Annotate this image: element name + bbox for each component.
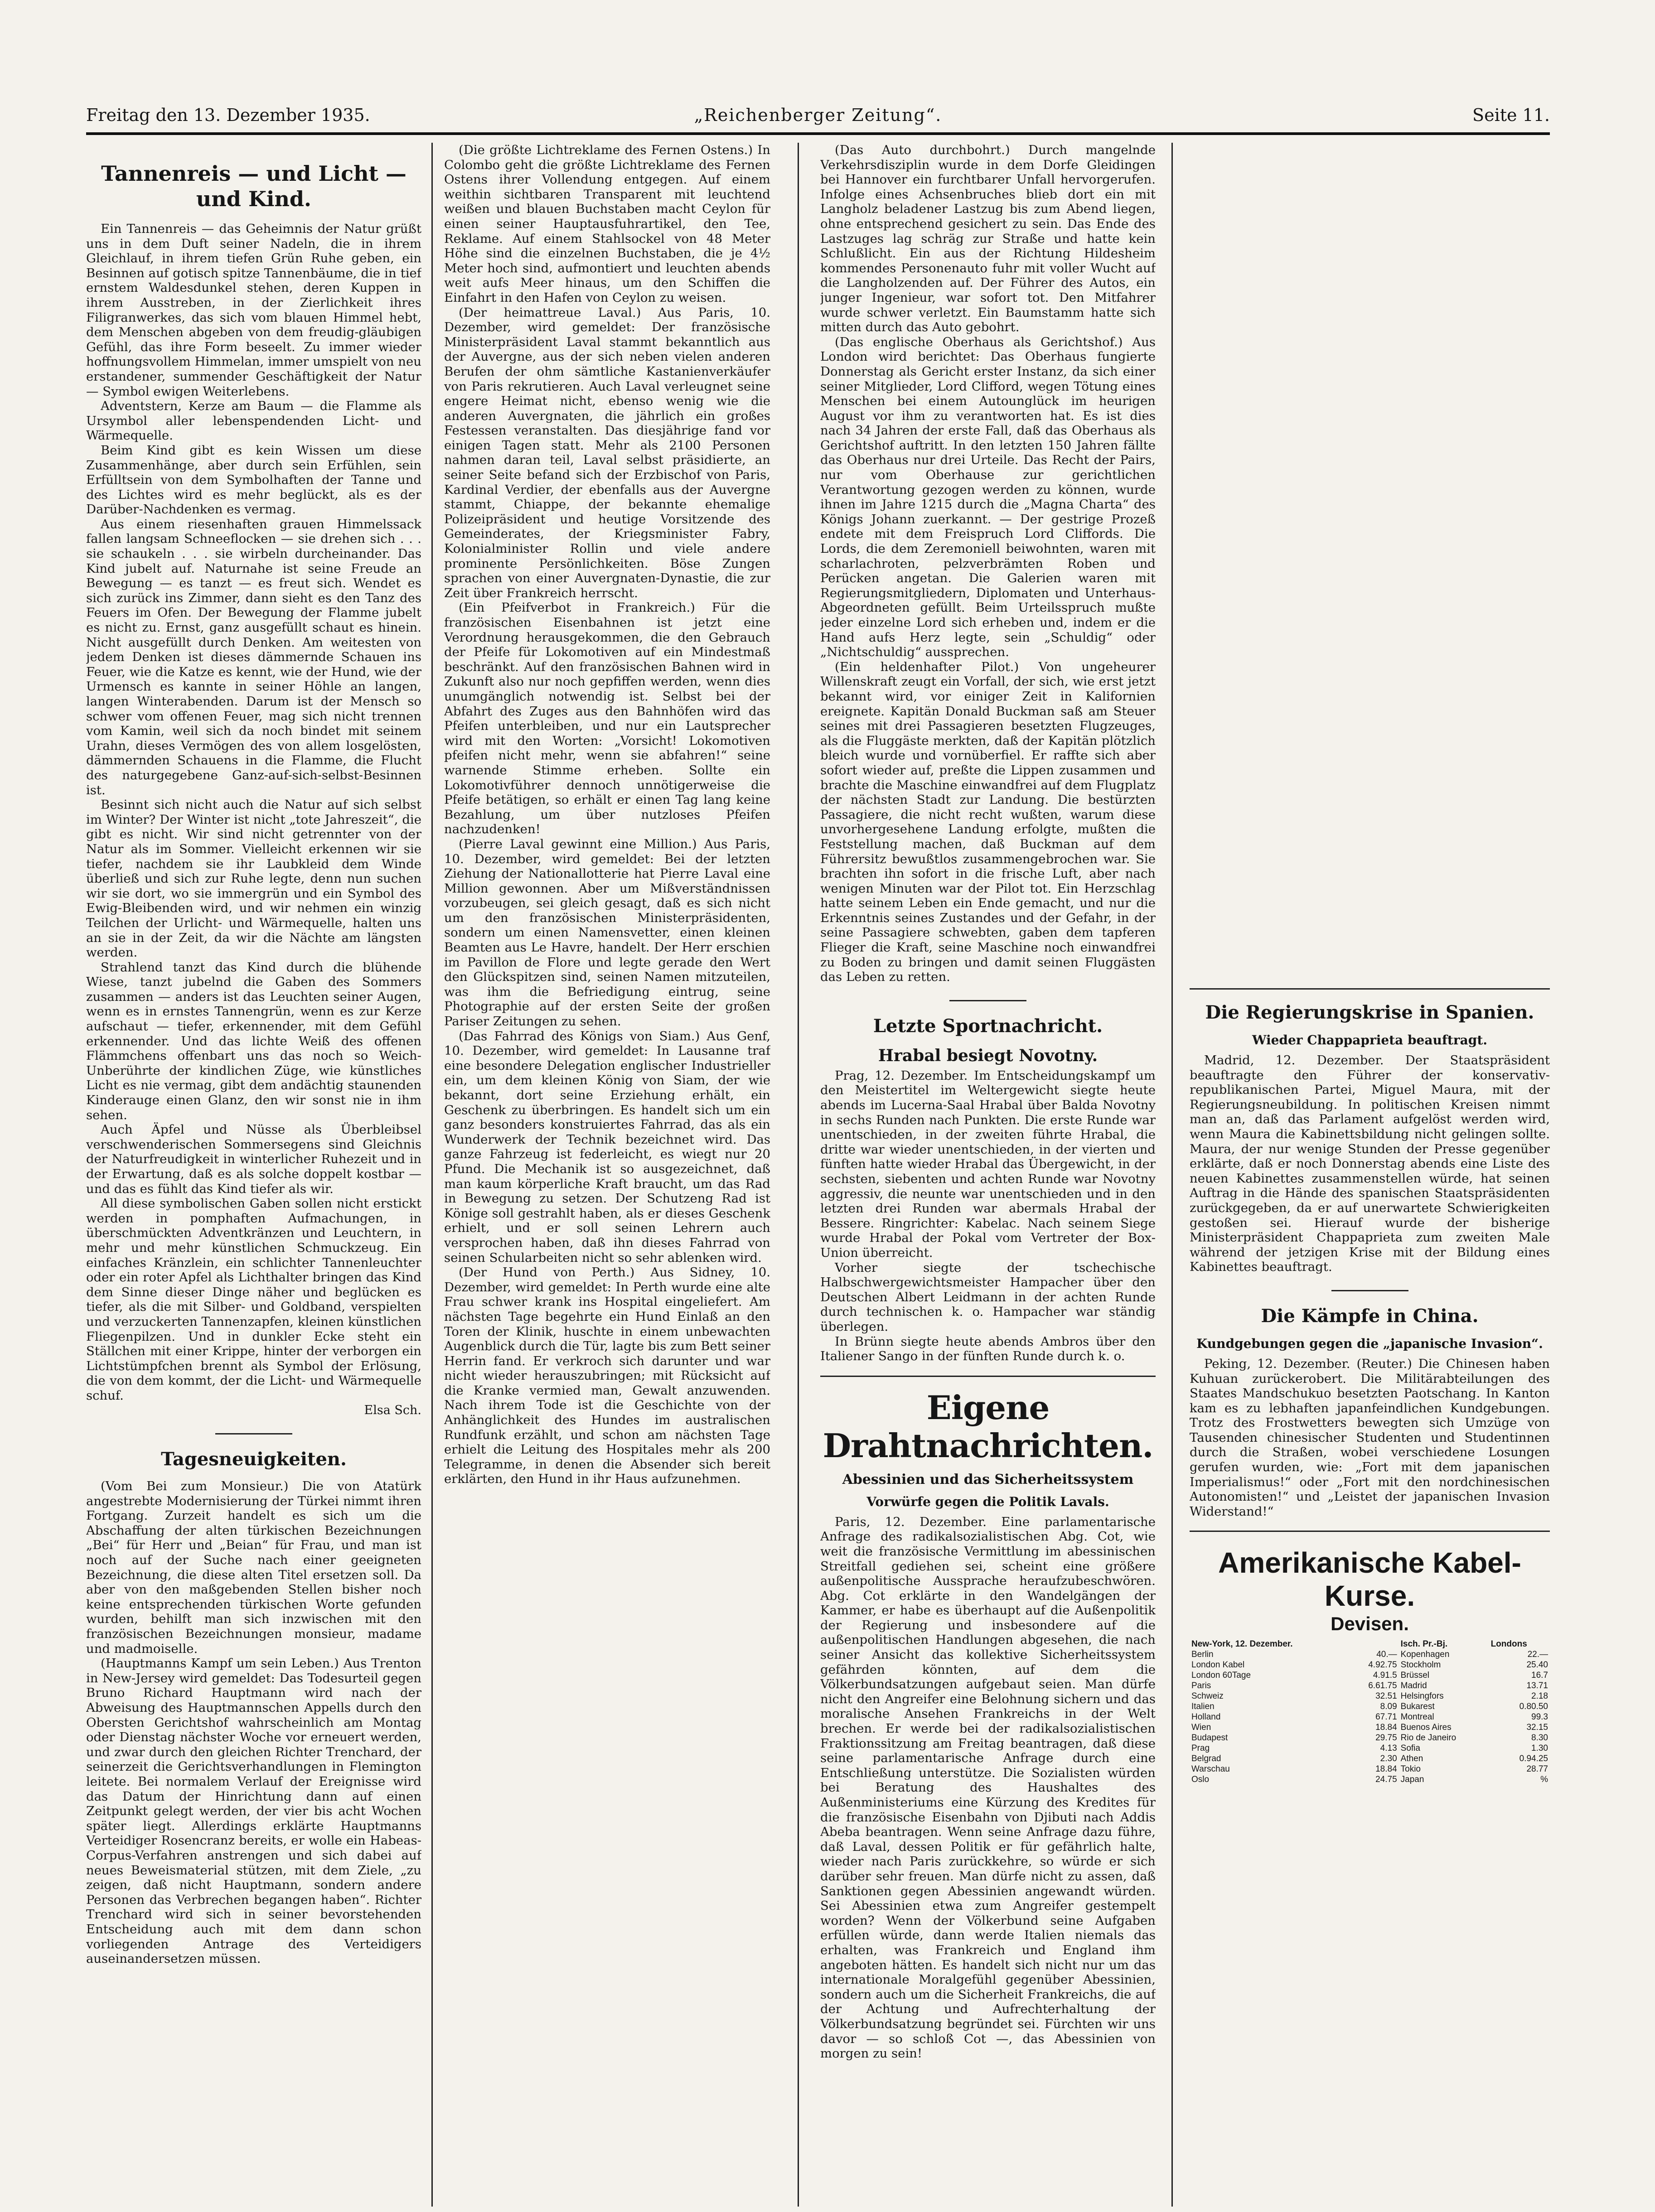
news-item: (Der heimattreue Laval.) Aus Paris, 10. Dezember, wird gemeldet: Der französische Ministerpräsident Laval stammt bekanntlich aus der Auvergne, aus der sich neben vielen anderen Berufen der ohm sämtliche Kastanienverkäufer von Paris rekrutieren. Auch Laval verleugnet seine engere Heimat nicht, ebenso wenig wie die anderen Auvergnaten, die jährlich ein großes Festessen veranstalten. Das diesjährige fand vor einigen Tagen statt. Mehr als 2100 Personen nahmen daran teil, Laval selbst präsidierte, an seiner Seite befand sich der Erzbischof von Paris, Kardinal Verdier, der ebenfalls aus der Auvergne stammt, Chiappe, der bekannte ehemalige Polizeipräsident und heutige Vorsitzende des Gemeinderates, der Kriegsminister Fabry, Kolonialminister Rollin und viele andere prominente Persönlichkeiten. Böse Zungen sprachen von einer Auvergnaten-Dynastie, die zur Zeit über Frankreich herrscht. [444, 305, 770, 600]
rates-cell: 29.75 [1375, 1733, 1397, 1743]
rates-row [1190, 1701, 1550, 1712]
wire-subheadline: Abessinien und das Sicherheitssystem [842, 1471, 1134, 1488]
rates-cell: Warschau [1191, 1764, 1230, 1774]
rates-title-2: Kurse. [1324, 1579, 1415, 1613]
rates-row [1190, 1691, 1550, 1701]
rates-cell: 13.71 [1526, 1681, 1548, 1691]
rates-row [1190, 1753, 1550, 1764]
sport-subheadline: Hrabal besiegt Novotny. [878, 1046, 1098, 1065]
rates-table [1190, 1639, 1550, 1785]
section-divider [820, 1376, 1156, 1377]
china-paragraph: Peking, 12. Dezember. (Reuter.) Die Chinesen haben Kuhuan zurückerobert. Die Militärabteilungen des Staates Mandschukuo besetzten Paotschang. In Kanton kam es zu lebhaften japanfeindlichen Kundgebungen. Trotz des Frostwetters bewegten sich Umzüge von Tausenden chinesischer Studenten und Studentinnen durch die Straßen, wobei verschiedene Losungen gerufen wurden, wie: „Fort mit dem japanischen Imperialismus!“ oder „Fort mit den nordchinesischen Autonomisten!“ und „Leistet der japanischen Invasion Widerstand!“ [1190, 1356, 1550, 1519]
news-item: (Der Hund von Perth.) Aus Sidney, 10. Dezember, wird gemeldet: In Perth wurde eine alte Frau schwer krank ins Hospital eingeliefert. Am nächsten Tage begehrte ein Hund Einlaß an den Toren der Klinik, huschte in einem unbewachten Augenblick durch die Tür, lagte bis zum Bett seiner Herrin fand. Er verkroch sich darunter und war nicht wieder herauszubringen; mit Rücksicht auf die Kranke vermied man, Gewalt anzuwenden. Nach ihrem Tode ist die Geschichte von der Anhänglichkeit des Hundes im australischen Rundfunk erzählt, und schon am nächsten Tage erhielt die Leitung des Hospitales mehr als 200 Telegramme, in denen die Absender sich bereit erklärten, den Hund in ihr Haus aufzunehmen. [444, 1265, 770, 1487]
exchange-rates-box [1190, 1546, 1550, 1785]
rates-cell: 8.09 [1380, 1702, 1397, 1712]
rates-cell: 4.13 [1380, 1744, 1397, 1753]
rates-header-row [1190, 1639, 1550, 1649]
rates-row [1190, 1733, 1550, 1743]
column-1 [86, 143, 421, 2209]
feature-paragraph: Beim Kind gibt es kein Wissen um diese Zusammenhänge, aber durch sein Erfühlen, sein Erfülltsein von dem Symbolhaften der Tanne und des Lichtes wird es mehr beglückt, als es der Darüber-Nachdenken es vermag. [86, 443, 421, 517]
rates-cell: 67.71 [1375, 1712, 1397, 1722]
rates-row [1190, 1649, 1550, 1660]
rates-row [1190, 1764, 1550, 1774]
rates-cell: Prag [1191, 1744, 1210, 1753]
wire-headline: Eigene Drahtnachrichten. [823, 1388, 1153, 1465]
feature-paragraph: Adventstern, Kerze am Baum — die Flamme als Ursymbol aller lebenspendenden Licht- und Wärmequelle. [86, 399, 421, 443]
rates-cell: 18.84 [1375, 1723, 1397, 1733]
china-headline: Die Kämpfe in China. [1261, 1305, 1479, 1327]
rates-row [1190, 1722, 1550, 1733]
wire-continuation-space [1190, 143, 1550, 976]
rates-cell: 25.40 [1526, 1660, 1548, 1670]
column-rule [431, 143, 433, 2207]
rates-cell: 2.18 [1531, 1691, 1548, 1701]
rates-cell: Brüssel [1400, 1671, 1429, 1681]
rates-cell: % [1540, 1775, 1548, 1785]
feature-paragraph: Aus einem riesenhaften grauen Himmelssack fallen langsam Schneeflocken — sie drehen sich . . . sie schaukeln . . . sie wirbeln durcheinander. Das Kind jubelt auf. Naturnahe ist seine Freude an Bewegung — es tanzt — es freut sich. Wendet es sich zurück ins Zimmer, dann sieht es den Tanz des Feuers im Ofen. Der Bewegung der Flamme jubelt es nicht zu. Ernst, ganz ausgefüllt schaut es hinein. Nicht ausgefüllt durch Denken. Am weitesten von jedem Denken ist dieses dämmernde Schauen ins Feuer, wie die Katze es kennt, wie der Hund, wie der Urmensch es kannte in seiner Höhle an langen, langen Winterabenden. Darum ist der Mensch so schwer vom offenen Feuer, mag sich nicht trennen vom Kamin, weil sich da noch bindet mit seinem Urahn, dieses Vermögen des von allem losgelösten, dämmernden Schauens in die Flamme, die Flucht des naturgegebene Ganz-auf-sich-selbst-Besinnen ist. [86, 517, 421, 797]
rates-cell: Schweiz [1191, 1691, 1224, 1701]
rates-cell: Holland [1191, 1712, 1221, 1722]
feature-paragraph: Ein Tannenreis — das Geheimnis der Natur grüßt uns in dem Duft seiner Nadeln, die in ihrem Gleichlauf, in ihrem tiefen Grün Ruhe geben, ein Besinnen auf gotisch spitze Tannenbäume, die in tief ernstem Waldesdunkel stehen, deren Kuppen in ihrem Ausstreben, in der Zierlichkeit ihres Filigranwerkes, das sich vom blauen Himmel hebt, dem Menschen abgeben von dem freudig-gläubigen Gefühl, das ihre Form beseelt. Zu immer wieder hoffnungsvollem Himmelan, immer umspielt von neu erstandener, summender Geschäftigkeit der Natur — Symbol ewigen Weiterlebens. [86, 222, 421, 399]
column-4 [1190, 143, 1550, 2209]
rates-cell: Rio de Janeiro [1400, 1733, 1457, 1743]
feature-paragraph: Auch Äpfel und Nüsse als Überbleibsel verschwenderischen Sommersegens sind Gleichnis der Naturfreudigkeit in winterlicher Ruhezeit und in der Erwartung, daß es als solche doppelt kostbar — und das es fühlt das Kind tiefer als wir. [86, 1122, 421, 1196]
spain-subheadline: Wieder Chappaprieta beauftragt. [1252, 1033, 1487, 1048]
rates-cell: 22.— [1527, 1650, 1548, 1660]
newspaper-title: „Reichenberger Zeitung“. [694, 105, 942, 125]
news-item: (Ein heldenhafter Pilot.) Von ungeheurer Willenskraft zeugt ein Vorfall, der sich, wie erst jetzt bekannt wird, vor einiger Zeit in Kalifornien ereignete. Kapitän Donald Buckman saß am Steuer seines mit drei Passagieren besetzten Flugzeuges, als die Fluggäste merkten, daß der Kapitän plötzlich bleich wurde und vornüberfiel. Er raffte sich aber sofort wieder auf, preßte die Lippen zusammen und brachte die Maschine einwandfrei auf dem Flugplatz der nächsten Stadt zur Landung. Die bestürzten Passagiere, die nicht recht wußten, warum diese unvorhergesehene Landung erfolgte, mußten die Feststellung machen, daß Buckman auf dem Führersitz bewußtlos zusammengebrochen war. Sie brachten ihn sofort in die frische Luft, aber nach wenigen Minuten war der Pilot tot. Ein Herzschlag hatte seinem Leben ein Ende gemacht, und nur die Erkenntnis seines Zustandes und der Gefahr, in der seine Passagiere schwebten, gaben dem tapferen Flieger die Kraft, seine Maschine noch einwandfrei zu Boden zu bringen und damit seinen Fluggästen das Leben zu retten. [820, 659, 1156, 985]
rates-cell: Oslo [1191, 1775, 1210, 1785]
rates-cell: 40.— [1376, 1650, 1397, 1660]
news-item: (Das Fahrrad des Königs von Siam.) Aus Genf, 10. Dezember, wird gemeldet: In Lausanne traf eine besondere Delegation englischer Industrieller ein, um dem kleinen König von Siam, der wie bekannt, dort seine Erziehung erhält, ein Geschenk zu überbringen. Es handelt sich um ein ganz besonders konstruiertes Fahrrad, das als ein Wunderwerk der Technik bezeichnet wird. Das ganze Fahrzeug ist federleicht, es wiegt nur 20 Pfund. Die Mechanik ist so ausgezeichnet, daß man kaum körperliche Kraft braucht, um das Rad in Bewegung zu setzen. Der Schutzeng Rad ist Könige soll gestrahlt haben, als er dieses Geschenk erhielt, und er soll seinen Lehrern auch versprochen haben, daß ihn dieses Fahrrad von seinen Schularbeiten nicht so sehr ablenken wird. [444, 1029, 770, 1265]
feature-paragraph: All diese symbolischen Gaben sollen nicht erstickt werden in pomphaften Aufmachungen, in überschmückten Adventkränzen und Leuchtern, in mehr und mehr künstlichen Schmuckzeug. Ein einfaches Kränzlein, ein schlichter Tannenleuchter oder ein roter Apfel als Lichthalter bringen das Kind dem Sinne dieser Dinge näher und beglücken es tiefer, als die mit Silber- und Goldband, verspielten und verzuckerten Tannenzapfen, kleinen künstlichen Fliegenpilzen. Und in dunkler Ecke steht ein Ställchen mit einer Krippe, hinter der verborgen ein Lichtstümpfchen brennt als Symbol der Erlösung, die von dem kommt, der die Licht- und Wärmequelle schuf. [86, 1196, 421, 1403]
news-item: (Das englische Oberhaus als Gerichtshof.) Aus London wird berichtet: Das Oberhaus fungierte Donnerstag als Gericht erster Instanz, da sich einer seiner Mitglieder, Lord Clifford, wegen Tötung eines Menschen bei einem Autounglück im heurigen August vor ihm zu verantworten hat. Es ist dies nach 34 Jahren der erste Fall, daß das Oberhaus als Gerichtshof auftritt. In den letzten 150 Jahren fällte das Oberhaus nur drei Urteile. Das Recht der Pairs, nur vom Oberhause zur gerichtlichen Verantwortung gezogen werden zu können, wurde ihnen im Jahre 1215 durch die „Magna Charta“ des Königs Johann zuerkannt. — Der gestrige Prozeß endete mit dem Freispruch Lord Cliffords. Die Lords, die dem Zeremoniell beiwohnten, waren mit scharlachroten, pelzverbrämten Roben und Perücken angetan. Die Galerien waren mit Regierungsmitgliedern, Diplomaten und Unterhaus-Abgeordneten gefüllt. Beim Urteilsspruch mußte jeder einzelne Lord sich erheben und, indem er die Hand aufs Herz legte, sein „Schuldig“ oder „Nichtschuldig“ aussprechen. [820, 334, 1156, 660]
rates-row [1190, 1743, 1550, 1753]
sport-paragraph: Vorher siegte der tschechische Halbschwergewichtsmeister Hampacher über den Deutschen Albert Leidmann in der achten Runde durch technischen k. o. Hampacher war ständig überlegen. [820, 1260, 1156, 1334]
issue-date: Freitag den 13. Dezember 1935. [86, 105, 370, 125]
rates-cell: 6.61.75 [1368, 1681, 1397, 1691]
rates-cell: Paris [1191, 1681, 1211, 1691]
rates-cell: 4.92.75 [1368, 1660, 1397, 1670]
feature-paragraph: Besinnt sich nicht auch die Natur auf sich selbst im Winter? Der Winter ist nicht „tote Jahreszeit“, die gibt es nicht. Wir sind nicht getrennter von der Natur als im Sommer. Vielleicht erkennen wir sie tiefer, nachdem sie ihr Laubkleid dem Winde überließ und sich zur Ruhe legte, denn nun suchen wir sie dort, wo sie immergrün und ein Symbol des Ewig-Bleibenden wird, und wir nehmen ein winzig Teilchen der Urlicht- und Wärmequelle, halten uns an sie in der Zeit, da wir die Nächte am längsten werden. [86, 797, 421, 960]
rates-cell: 2.30 [1380, 1754, 1397, 1764]
column-3 [820, 143, 1156, 2209]
rates-cell: Belgrad [1191, 1754, 1221, 1764]
rates-cell: 24.75 [1375, 1775, 1397, 1785]
rates-cell: 28.77 [1526, 1764, 1548, 1774]
rates-cell: Kopenhagen [1400, 1650, 1450, 1660]
feature-signature: Elsa Sch. [364, 1403, 421, 1417]
news-item: (Pierre Laval gewinnt eine Million.) Aus Paris, 10. Dezember, wird gemeldet: Bei der letzten Ziehung der Nationallotterie hat Pierre Laval eine Million gewonnen. Aber um Mißverständnissen vorzubeugen, sei gleich gesagt, daß es sich nicht um den französischen Ministerpräsidenten, sondern um einen Namensvetter, einen kleinen Beamten aus Le Havre, handelt. Der Herr erschien im Pavillon de Flore und legte gerade den Wert den Glückspitzen sind, seinen Namen mitzuteilen, was ihm die Befriedigung eintrug, seine Photographie auf der ersten Seite der großen Pariser Zeitungen zu sehen. [444, 836, 770, 1029]
page-number: Seite 11. [1472, 105, 1550, 125]
section-headline: Tagesneuigkeiten. [161, 1449, 347, 1470]
rates-cell: 0.94.25 [1519, 1754, 1548, 1764]
rates-cell: 1.30 [1531, 1744, 1548, 1753]
masthead-rule [86, 132, 1550, 135]
news-item: (Das Auto durchbohrt.) Durch mangelnde Verkehrsdisziplin wurde in dem Dorfe Gleidingen bei Hannover ein furchtbarer Unfall hervorgerufen. Infolge eines Achsenbruches blieb dort ein mit Langholz beladener Lastzug bis zum Abend liegen, ohne entsprechend gesichert zu sein. Das Ende des Lastzuges lag schräg zur Straße und hatte kein Schlußlicht. Ein aus der Richtung Hildesheim kommendes Personenauto fuhr mit voller Wucht auf die Langholzenden auf. Der Führer des Autos, ein junger Ingenieur, war sofort tot. Den Mitfahrer wurde schwer verletzt. Ein Baumstamm hatte sich mitten durch das Auto gebohrt. [820, 143, 1156, 335]
sport-paragraph: Prag, 12. Dezember. Im Entscheidungskampf um den Meistertitel im Weltergewicht siegte heute abends im Lucerna-Saal Hrabal über Balda Novotny in sechs Runden nach Punkten. Die erste Runde war unentschieden, in der zweiten führte Hrabal, die dritte war wieder unentschieden, in der vierten und fünften hatte wieder Hrabal das Übergewicht, in der sechsten, siebenten und achten Runde war Novotny aggressiv, die neunte war unentschieden und in den letzten drei Runden war abermals Hrabal der Bessere. Ringrichter: Kabelac. Nach seinem Siege wurde Hrabal der Pokal vom Vertreter der Box-Union überreicht. [820, 1068, 1156, 1260]
rates-cell: Tokio [1400, 1764, 1421, 1774]
rates-cell: 99.3 [1531, 1712, 1548, 1722]
rates-cell: 32.15 [1526, 1723, 1548, 1733]
sport-headline: Letzte Sportnachricht. [873, 1015, 1103, 1037]
spain-paragraph: Madrid, 12. Dezember. Der Staatspräsident beauftragte den Führer der konservativ-republikanischen Partei, Miguel Maura, mit der Regierungsneubildung. In politischen Kreisen nimmt man an, daß das Parlament aufgelöst werden wird, wenn Maura die Kabinettsbildung nicht gelingen sollte. Maura, der nur wenige Stunden der Presse gegenüber erklärte, daß er noch Donnerstag abends eine Liste des neuen Kabinettes zusammenstellen würde, hat seinen Auftrag in die Hände des spanischen Staatspräsidenten zurückgegeben, da er auf unerwartete Schwierigkeiten gestoßen sei. Hierauf wurde der bisherige Ministerpräsident Chappaprieta zum zweiten Male während der jetzigen Krise mit der Bildung eines Kabinettes beauftragt. [1190, 1053, 1550, 1275]
wire-subheadline-2: Vorwürfe gegen die Politik Lavals. [866, 1494, 1109, 1509]
section-divider [1190, 988, 1550, 990]
rates-cell: Berlin [1191, 1650, 1214, 1660]
rates-cell: Athen [1400, 1754, 1423, 1764]
rates-cell: Sofia [1400, 1744, 1420, 1753]
masthead [86, 105, 1550, 132]
section-divider [949, 1000, 1026, 1001]
rates-cell: Italien [1191, 1702, 1215, 1712]
feature-headline: Tannenreis — und Licht — und Kind. [101, 161, 406, 211]
feature-paragraph: Strahlend tanzt das Kind durch die blühende Wiese, tanzt jubelnd die Gaben des Sommers zusammen — anders ist das Leuchten seiner Augen, wenn es in ernstes Tannengrün, wenn es zur Kerze aufschaut — tiefer, erkennender, mit dem Gefühl erkennender. Und das lichte Weiß des offenen Flämmchens offenbart uns das noch so Weich-Unberührte der kindlichen Züge, wie künstliches Licht es nie vermag, gibt dem andächtig staunenden Kinderauge einen Glanz, den wir sonst nie in ihm sehen. [86, 960, 421, 1122]
rates-cell: Montreal [1400, 1712, 1434, 1722]
rates-row [1190, 1670, 1550, 1681]
spain-headline: Die Regierungskrise in Spanien. [1205, 1002, 1534, 1023]
column-2 [444, 143, 770, 2209]
section-divider [1190, 1531, 1550, 1532]
rates-cell: 8.30 [1531, 1733, 1548, 1743]
rates-row [1190, 1774, 1550, 1785]
rates-title: Amerikanische Kabel- [1218, 1546, 1521, 1579]
rates-cell: Japan [1400, 1775, 1424, 1785]
china-subheadline: Kundgebungen gegen die „japanische Invasion“. [1196, 1336, 1543, 1351]
rates-cell: London 60Tage [1191, 1671, 1251, 1681]
news-item: (Vom Bei zum Monsieur.) Die von Atatürk angestrebte Modernisierung der Türkei nimmt ihren Fortgang. Zurzeit handelt es sich um die Abschaffung der alten türkischen Bezeichnungen „Bei“ für Herr und „Beian“ für Frau, und man ist noch auf der Suche nach einer geeigneten Bezeichnung, die diese alten Titel ersetzen soll. Da aber von den maßgebenden Stellen bisher noch keine entsprechenden türkischen Worte gefunden wurden, behilft man sich inzwischen mit den französischen Bezeichnungen monsieur, madame und madmoiselle. [86, 1479, 421, 1656]
column-rule [1171, 143, 1173, 2207]
section-divider [1331, 1290, 1408, 1291]
rates-header-cell [1350, 1639, 1399, 1649]
rates-header-cell: Londons [1490, 1639, 1527, 1649]
rates-row [1190, 1660, 1550, 1670]
rates-cell: 32.51 [1375, 1691, 1397, 1701]
rates-cell: Bukarest [1400, 1702, 1435, 1712]
rates-header-cell: New-York, 12. Dezember. [1191, 1639, 1293, 1649]
rates-cell: Buenos Aires [1400, 1723, 1452, 1733]
rates-cell: 18.84 [1375, 1764, 1397, 1774]
section-divider [215, 1433, 292, 1434]
rates-cell: Helsingfors [1400, 1691, 1444, 1701]
rates-cell: Wien [1191, 1723, 1211, 1733]
sport-paragraph: In Brünn siegte heute abends Ambros über den Italiener Sango in der fünften Runde durch k. o. [820, 1334, 1156, 1364]
rates-cell: Madrid [1400, 1681, 1427, 1691]
rates-cell: London Kabel [1191, 1660, 1245, 1670]
news-item: (Die größte Lichtreklame des Fernen Ostens.) In Colombo geht die größte Lichtreklame des Fernen Ostens ihrer Vollendung entgegen. Auf einem weithin sichtbaren Transparent mit leuchtend weißen und blauen Buchstaben macht Ceylon für einen seiner Hauptausfuhrartikel, den Tee, Reklame. Auf einem Stahlsockel von 48 Meter Höhe sind die einzelnen Buchstaben, die je 4½ Meter hoch sind, aufmontiert und leuchten abends weit aufs Meer hinaus, um den Schiffen die Einfahrt in den Hafen von Ceylon zu weisen. [444, 143, 770, 305]
rates-cell: Budapest [1191, 1733, 1228, 1743]
rates-cell: Stockholm [1400, 1660, 1441, 1670]
news-item: (Ein Pfeifverbot in Frankreich.) Für die französischen Eisenbahnen ist jetzt eine Verordnung herausgekommen, die den Gebrauch der Pfeife für Lokomotiven auf ein Mindestmaß beschränkt. Auf den französischen Bahnen wird in Zukunft also nur noch gepfiffen werden, wenn dies unumgänglich notwendig ist. Selbst bei der Abfahrt des Zuges aus den Bahnhöfen wird das Pfeifen unterbleiben, und nur ein Lautsprecher wird mit den Worten: „Vorsicht! Lokomotiven pfeifen nicht mehr, wenn sie abfahren!“ seine warnende Stimme erheben. Sollte ein Lokomotivführer dennoch unnötigerweise die Pfeife betätigen, so erhält er einen Tag lang keine Bezahlung, um über nutzloses Pfeifen nachzudenken! [444, 600, 770, 837]
rates-subtitle: Devisen. [1331, 1613, 1409, 1635]
wire-paragraph: Paris, 12. Dezember. Eine parlamentarische Anfrage des radikalsozialistischen Abg. Cot, wie weit die französische Vermittlung im abessinischen Streitfall gediehen sei, scheint eine größere außenpolitische Aussprache heraufzubeschwören. Abg. Cot erklärte in den Wandelgängen der Kammer, er habe es überhaupt auf die Außenpolitik der Regierung und insbesondere auf die außenpolitischen Handlungen abgesehen, die nach seiner Ansicht das kollektive Sicherheitssystem gefährden könnten, auf dem die Völkerbundsatzungen aufgebaut seien. Man dürfe nicht den Angreifer eine Belohnung sichern und das moralische Ansehen Frankreichs in der Welt brechen. Er werde bei der radikalsozialistischen Fraktionssitzung am Freitag beantragen, daß diese seine parlamentarische Anfrage durch eine Entschließung unterstütze. Die Sozialisten würden bei Beratung des Haushaltes des Außenministeriums eine Kürzung des Kredites für die französische Eisenbahn von Djibuti nach Addis Abeba beantragen. Wenn seine Anfrage dazu führe, daß Laval, dessen Politik er für gefährlich halte, wieder nach Paris zurückkehre, so würde er sich darüber sehr freuen. Man dürfe nicht zu assen, daß Sanktionen gegen Abessinien angewandt würden. Sei Abessinien etwa zum Angreifer gestempelt worden? Wenn der Völkerbund seine Aufgaben erfüllen würde, dann werde Italien niemals das erhalten, was Frankreich und England ihm angeboten hätten. Es handelt sich nicht nur um das internationale Moralgefühl gegenüber Abessinien, sondern auch um die Sicherheit Frankreichs, die auf der Achtung und Aufrechterhaltung der Völkerbundsatzung begründet sei. Fürchten wir uns davor — so schloß Cot —, das Abessinien von morgen zu sein! [820, 1514, 1156, 2061]
column-rule [798, 143, 799, 2207]
rates-cell: 0.80.50 [1519, 1702, 1548, 1712]
rates-row [1190, 1712, 1550, 1722]
rates-cell: 4.91.5 [1373, 1671, 1397, 1681]
rates-header-cell: Isch. Pr.-Bj. [1400, 1639, 1448, 1649]
news-item: (Hauptmanns Kampf um sein Leben.) Aus Trenton in New-Jersey wird gemeldet: Das Todesurteil gegen Bruno Richard Hauptmann wird nach der Abweisung des Hauptmannschen Appells durch den Obersten Gerichtshof wahrscheinlich am Montag oder Dienstag nächster Woche vor erneuert werden, und zwar durch den gleichen Richter Trenchard, der seinerzeit die Gerichtsverhandlungen in Flemington leitete. Bei normalem Verlauf der Ereignisse wird das Datum der Hinrichtung dann auf einen Zeitpunkt gelegt werden, der vier bis acht Wochen später liegt. Allerdings erklärte Hauptmanns Verteidiger Rosencranz bereits, er wolle ein Habeas-Corpus-Verfahren anstrengen und sich dabei auf neues Beweismaterial stützen, mit dem Ziele, „zu zeigen, daß nicht Hauptmann, sondern andere Personen das Verbrechen begangen haben“. Richter Trenchard wird sich in seiner bevorstehenden Entscheidung auch mit dem dann schon vorliegenden Antrage des Verteidigers auseinandersetzen müssen. [86, 1656, 421, 1966]
rates-cell: 16.7 [1531, 1671, 1548, 1681]
rates-row [1190, 1681, 1550, 1691]
